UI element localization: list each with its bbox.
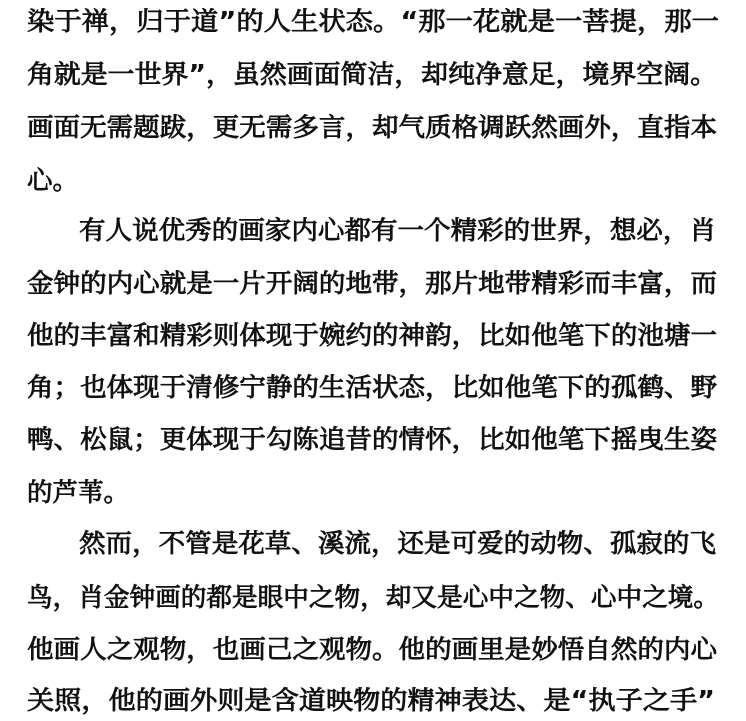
line-text: 他的丰富和精彩则体现于婉约的神韵，比如他笔下的池塘一 — [27, 321, 717, 351]
line-text: 他画人之观物，也画己之观物。他的画里是妙悟自然的内心 — [27, 635, 717, 665]
line-text: 染于禅，归于道”的人生状态。“那一花就是一菩提，那一 — [27, 7, 719, 37]
line-text: 角；也体现于清修宁静的生活状态，比如他笔下的孤鹤、野 — [27, 373, 717, 403]
paragraph-3-line-3 — [0, 624, 746, 676]
paragraph-1-line-3 — [0, 102, 746, 154]
line-text: 关照，他的画外则是含道映物的精神表达、是“执子之手” — [27, 686, 715, 716]
paragraph-2-line-2 — [0, 258, 746, 310]
paragraph-2-line-5 — [0, 414, 746, 466]
line-text: 鸭、松鼠；更体现于勾陈追昔的情怀，比如他笔下摇曳生姿 — [27, 425, 717, 455]
line-text: 角就是一世界”，虽然画面简洁，却纯净意足，境界空阔。 — [27, 60, 717, 90]
line-text: 金钟的内心就是一片开阔的地带，那片地带精彩而丰富，而 — [27, 269, 717, 299]
line-text: 画面无需题跋，更无需多言，却气质格调跃然画外，直指本 — [27, 113, 717, 143]
paragraph-3-line-4 — [0, 675, 746, 721]
paragraph-1-line-1 — [0, 0, 746, 48]
paragraph-3-line-2 — [0, 572, 746, 624]
line-text: 有人说优秀的画家内心都有一个精彩的世界，想必，肖 — [79, 216, 716, 246]
paragraph-1-line-4 — [0, 155, 746, 207]
paragraph-1-line-2 — [0, 49, 746, 101]
paragraph-3-line-1 — [0, 518, 746, 570]
line-text: 的芦苇。 — [27, 478, 130, 508]
paragraph-2-line-4 — [0, 362, 746, 414]
paragraph-2-line-1 — [0, 205, 746, 257]
paragraph-2-line-3 — [0, 310, 746, 362]
line-text: 心。 — [27, 166, 79, 196]
paragraph-2-line-6 — [0, 467, 746, 519]
line-text: 鸟，肖金钟画的都是眼中之物，却又是心中之物、心中之境。 — [27, 583, 719, 613]
line-text: 然而，不管是花草、溪流，还是可爱的动物、孤寂的飞 — [79, 529, 716, 559]
